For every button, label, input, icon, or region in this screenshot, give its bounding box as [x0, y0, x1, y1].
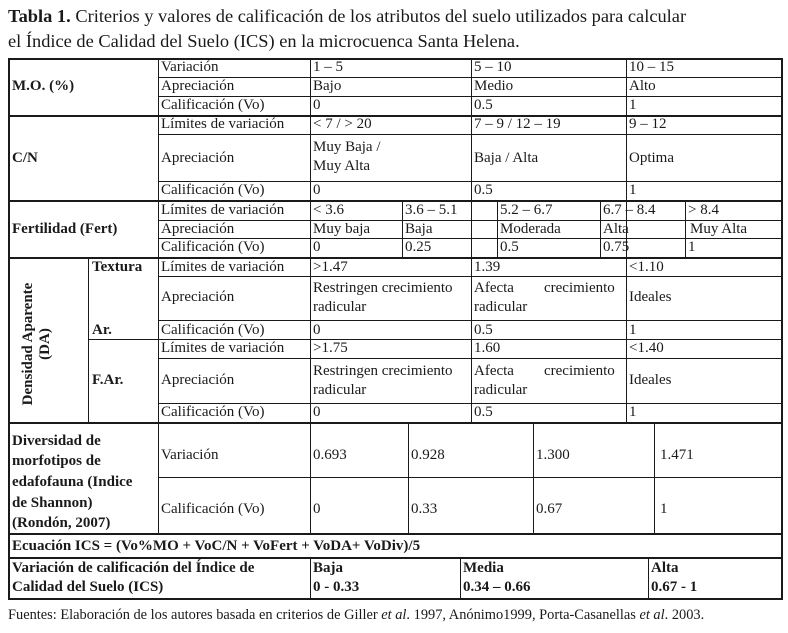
da-far-label: F.Ar. — [92, 372, 124, 388]
far-apr-1b: radicular — [313, 382, 367, 398]
div-attr-line-4: de Shannon) — [12, 495, 93, 511]
far-lim-2: 1.60 — [474, 340, 501, 356]
cn-apr-3: Optima — [629, 150, 674, 166]
criteria-table — [8, 58, 783, 535]
far-lim-3: <1.40 — [629, 340, 664, 356]
fert-calificacion-label: Calificación (Vo) — [161, 239, 265, 255]
summary-media-range: 0.34 – 0.66 — [463, 579, 531, 595]
far-lim-1: >1.75 — [313, 340, 348, 356]
fert-lim-3: 5.2 – 6.7 — [500, 202, 553, 218]
cn-lim-3: 9 – 12 — [629, 116, 667, 132]
mo-apr-2: Medio — [474, 78, 514, 94]
ar-calificacion-label: Calificación (Vo) — [161, 322, 265, 338]
summary-row — [8, 557, 783, 600]
ar-apr-2a2: crecimiento — [544, 280, 615, 296]
ar-cal-3: 1 — [629, 322, 637, 338]
cn-limites-label: Límites de variación — [161, 116, 285, 132]
far-cal-3: 1 — [629, 404, 637, 420]
mo-apr-3: Alto — [629, 78, 656, 94]
div-cal-1: 0 — [313, 501, 321, 517]
fert-limites-label: Límites de variación — [161, 202, 285, 218]
far-apr-1a: Restringen crecimiento — [313, 363, 453, 379]
ar-apr-1a: Restringen crecimiento — [313, 280, 453, 296]
cn-apr-1b: Muy Alta — [313, 158, 371, 174]
div-attr-line-3: edafofauna (Indice — [12, 474, 133, 490]
div-cal-2: 0.33 — [411, 501, 438, 517]
ar-apr-1b: radicular — [313, 299, 367, 315]
fert-lim-2: 3.6 – 5.1 — [405, 202, 458, 218]
far-cal-1: 0 — [313, 404, 321, 420]
ar-apr-3: Ideales — [629, 289, 672, 305]
fert-lim-5: > 8.4 — [688, 202, 719, 218]
fert-lim-4: 6.7 – 8.4 — [603, 202, 656, 218]
far-apr-2a: Afecta — [474, 363, 514, 379]
fert-apr-5: Muy Alta — [690, 221, 748, 237]
summary-baja: Baja — [313, 560, 343, 576]
caption-text: Criterios y valores de calificación de los atributos del suelo utilizados para calcular — [75, 6, 687, 26]
fert-apr-3: Moderada — [500, 221, 561, 237]
summary-label-1: Variación de calificación del Índice de — [12, 560, 255, 576]
ar-cal-1: 0 — [313, 322, 321, 338]
ar-apr-2b: radicular — [474, 299, 528, 315]
far-apreciacion-label: Apreciación — [161, 372, 235, 388]
fert-attribute: Fertilidad (Fert) — [12, 221, 118, 237]
caption-line-1 — [8, 4, 784, 29]
div-calificacion-label: Calificación (Vo) — [161, 501, 265, 517]
ar-apr-2a: Afecta — [474, 280, 514, 296]
cn-attribute: C/N — [12, 150, 38, 166]
far-apr-3: Ideales — [629, 372, 672, 388]
cn-apr-1a: Muy Baja / — [313, 139, 381, 155]
far-apr-2b: radicular — [474, 382, 528, 398]
footnote-part-2: . 1997, Anónimo1999, Porta-Casanellas — [406, 607, 640, 623]
mo-var-1: 1 – 5 — [313, 59, 343, 75]
fert-cal-2: 0.25 — [405, 239, 432, 255]
div-var-1: 0.693 — [313, 447, 347, 463]
summary-baja-range: 0 - 0.33 — [313, 579, 360, 595]
fert-cal-1: 0 — [313, 239, 321, 255]
fert-apr-2: Baja — [405, 221, 433, 237]
fert-apr-1: Muy baja — [313, 221, 371, 237]
cn-calificacion-label: Calificación (Vo) — [161, 182, 265, 198]
ar-cal-2: 0.5 — [474, 322, 493, 338]
da-label-line-2: (DA) — [37, 328, 53, 360]
fert-apr-4: Alta — [603, 221, 629, 237]
fert-apreciacion-label: Apreciación — [161, 221, 235, 237]
footnote — [8, 607, 704, 624]
mo-apr-1: Bajo — [313, 78, 342, 94]
mo-apreciacion-label: Apreciación — [161, 78, 235, 94]
cn-lim-2: 7 – 9 / 12 – 19 — [474, 116, 561, 132]
mo-var-3: 10 – 15 — [629, 59, 674, 75]
div-var-4: 1.471 — [660, 447, 694, 463]
summary-alta: Alta — [651, 560, 679, 576]
da-label-line-1: Densidad Aparente — [20, 282, 36, 406]
mo-cal-2: 0.5 — [474, 97, 493, 113]
footnote-etal-1: et al — [381, 607, 407, 623]
fert-cal-5: 1 — [688, 239, 696, 255]
da-textura-label: Textura — [92, 259, 143, 275]
ar-limites-label: Límites de variación — [161, 259, 285, 275]
mo-cal-1: 0 — [313, 97, 321, 113]
fert-cal-3: 0.5 — [500, 239, 519, 255]
far-limites-label: Límites de variación — [161, 340, 285, 356]
div-cal-3: 0.67 — [536, 501, 563, 517]
ar-apreciacion-label: Apreciación — [161, 289, 235, 305]
fert-lim-1: < 3.6 — [313, 202, 344, 218]
equation-row — [8, 535, 783, 557]
cn-apreciacion-label: Apreciación — [161, 150, 235, 166]
div-cal-4: 1 — [660, 501, 668, 517]
summary-media: Media — [463, 560, 504, 576]
caption-label: Tabla 1. — [8, 6, 71, 26]
far-apr-2a2: crecimiento — [544, 363, 615, 379]
mo-variacion-label: Variación — [161, 59, 219, 75]
cn-cal-1: 0 — [313, 182, 321, 198]
cn-cal-2: 0.5 — [474, 182, 493, 198]
summary-label-2: Calidad del Suelo (ICS) — [12, 579, 164, 595]
fert-cal-4: 0.75 — [603, 239, 630, 255]
cn-lim-1: < 7 / > 20 — [313, 116, 372, 132]
div-attr-line-5: (Rondón, 2007) — [12, 515, 111, 531]
da-ar-label: Ar. — [92, 322, 112, 338]
table-caption — [8, 4, 784, 54]
footnote-part-1: Fuentes: Elaboración de los autores basada en criterios de Giller — [8, 607, 382, 623]
div-var-2: 0.928 — [411, 447, 445, 463]
mo-calificacion-label: Calificación (Vo) — [161, 97, 265, 113]
far-calificacion-label: Calificación (Vo) — [161, 404, 265, 420]
cn-cal-3: 1 — [629, 182, 637, 198]
div-attr-line-2: morfotipos de — [12, 453, 101, 469]
da-vertical-label — [11, 267, 63, 421]
far-cal-2: 0.5 — [474, 404, 493, 420]
div-variacion-label: Variación — [161, 447, 219, 463]
mo-var-2: 5 – 10 — [474, 59, 512, 75]
footnote-etal-2: et al — [639, 607, 665, 623]
ar-lim-3: <1.10 — [629, 259, 664, 275]
ar-lim-2: 1.39 — [474, 259, 501, 275]
ics-equation: Ecuación ICS = (Vo%MO + VoC/N + VoFert + VoDA+ VoDiv)/5 — [12, 538, 421, 554]
ar-lim-1: >1.47 — [313, 259, 348, 275]
div-var-3: 1.300 — [536, 447, 570, 463]
summary-alta-range: 0.67 - 1 — [651, 579, 698, 595]
mo-attribute: M.O. (%) — [12, 78, 75, 94]
footnote-part-3: . 2003. — [664, 607, 705, 623]
mo-cal-3: 1 — [629, 97, 637, 113]
cn-apr-2: Baja / Alta — [474, 150, 539, 166]
caption-line-2: el Índice de Calidad del Suelo (ICS) en la microcuenca Santa Helena. — [8, 31, 520, 51]
div-attr-line-1: Diversidad de — [12, 433, 101, 449]
